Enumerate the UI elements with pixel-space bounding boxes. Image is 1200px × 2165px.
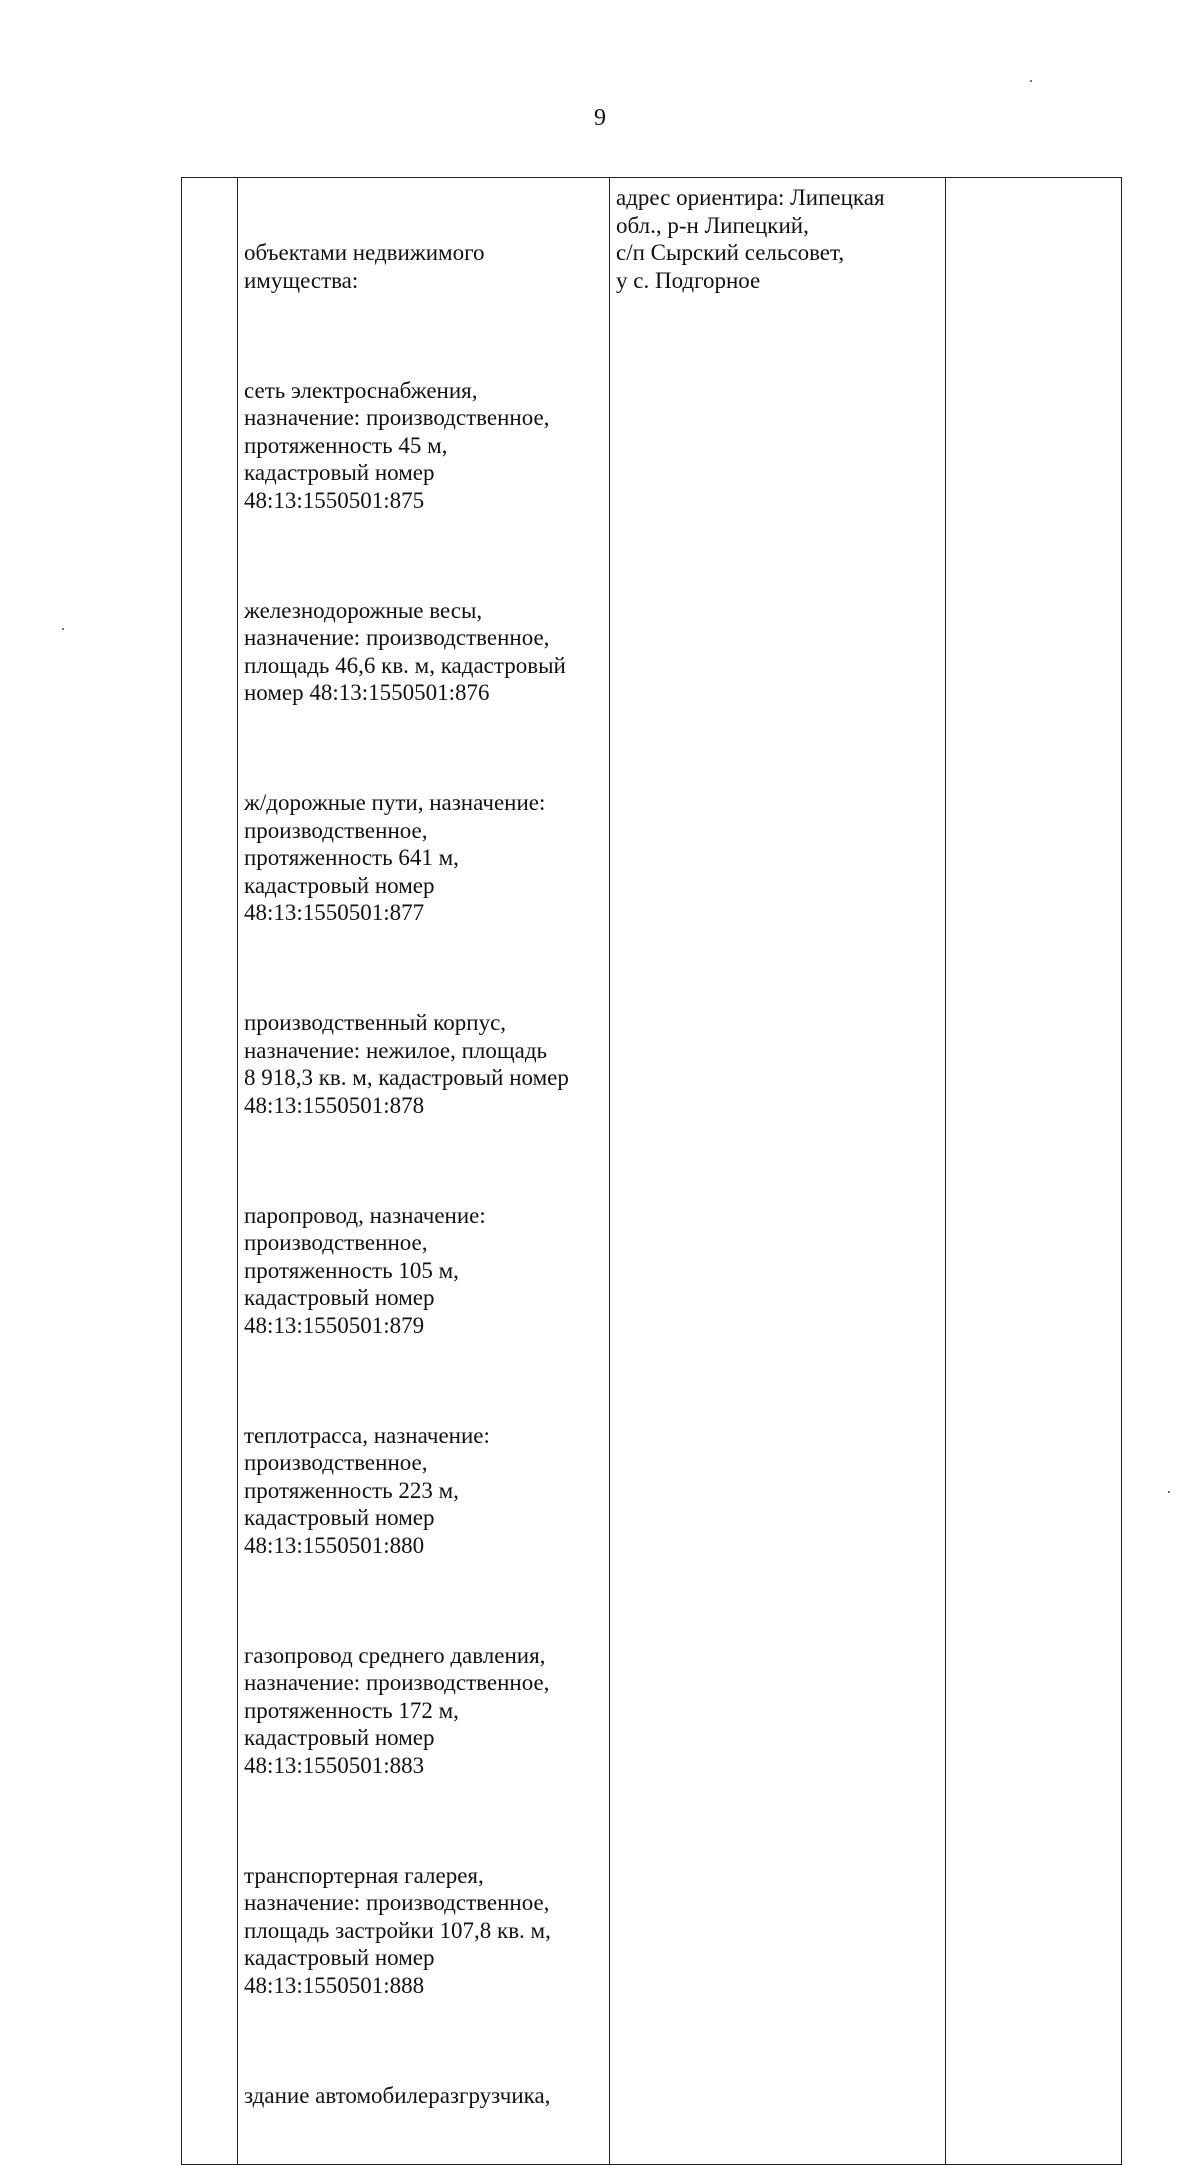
property-item-unloader-building: здание автомобилеразгрузчика, bbox=[244, 2082, 551, 2108]
property-item-railway-scales: железнодорожные весы, назначение: производственное, площадь 46,6 кв. м, кадастровый номер 48:13:1550501:876 bbox=[244, 597, 566, 705]
row-number-cell bbox=[182, 178, 238, 2165]
property-item-gas-pipeline: газопровод среднего давления, назначение: производственное, протяженность 172 м, кадастровый номер 48:13:1550501:883 bbox=[244, 1642, 550, 1778]
scan-speck bbox=[62, 628, 64, 630]
property-item-conveyor-gallery: транспортерная галерея, назначение: производственное, площадь застройки 107,8 кв. м, кадастровый номер 48:13:1550501:888 bbox=[244, 1862, 551, 1998]
description-cell bbox=[238, 178, 610, 2165]
property-item-production-building: производственный корпус, назначение: нежилое, площадь 8 918,3 кв. м, кадастровый номер 48:13:1550501:878 bbox=[244, 1010, 569, 1118]
scan-speck bbox=[1168, 1491, 1170, 1493]
scan-speck bbox=[1030, 80, 1032, 82]
property-item-heating-main: теплотрасса, назначение: производственное, протяженность 223 м, кадастровый номер 48:13:1550501:880 bbox=[244, 1422, 490, 1558]
page-number: 9 bbox=[594, 105, 606, 131]
table-row bbox=[182, 178, 1122, 2165]
property-item-railway-tracks: ж/дорожные пути, назначение: производственное, протяженность 641 м, кадастровый номер 48:13:1550501:877 bbox=[244, 790, 546, 925]
property-item-steam-pipeline: паропровод, назначение: производственное, протяженность 105 м, кадастровый номер 48:13:1550501:879 bbox=[244, 1202, 486, 1338]
extra-cell bbox=[946, 178, 1122, 2165]
address-cell bbox=[610, 178, 946, 2165]
property-item-power-grid: сеть электроснабжения, назначение: производственное, протяженность 45 м, кадастровый номер 48:13:1550501:875 bbox=[244, 377, 550, 513]
address-text: адрес ориентира: Липецкая обл., р-н Липецкий, с/п Сырский сельсовет, у с. Подгорное bbox=[616, 185, 885, 293]
property-table bbox=[181, 177, 1122, 2165]
description-intro: объектами недвижимого имущества: bbox=[244, 240, 485, 293]
